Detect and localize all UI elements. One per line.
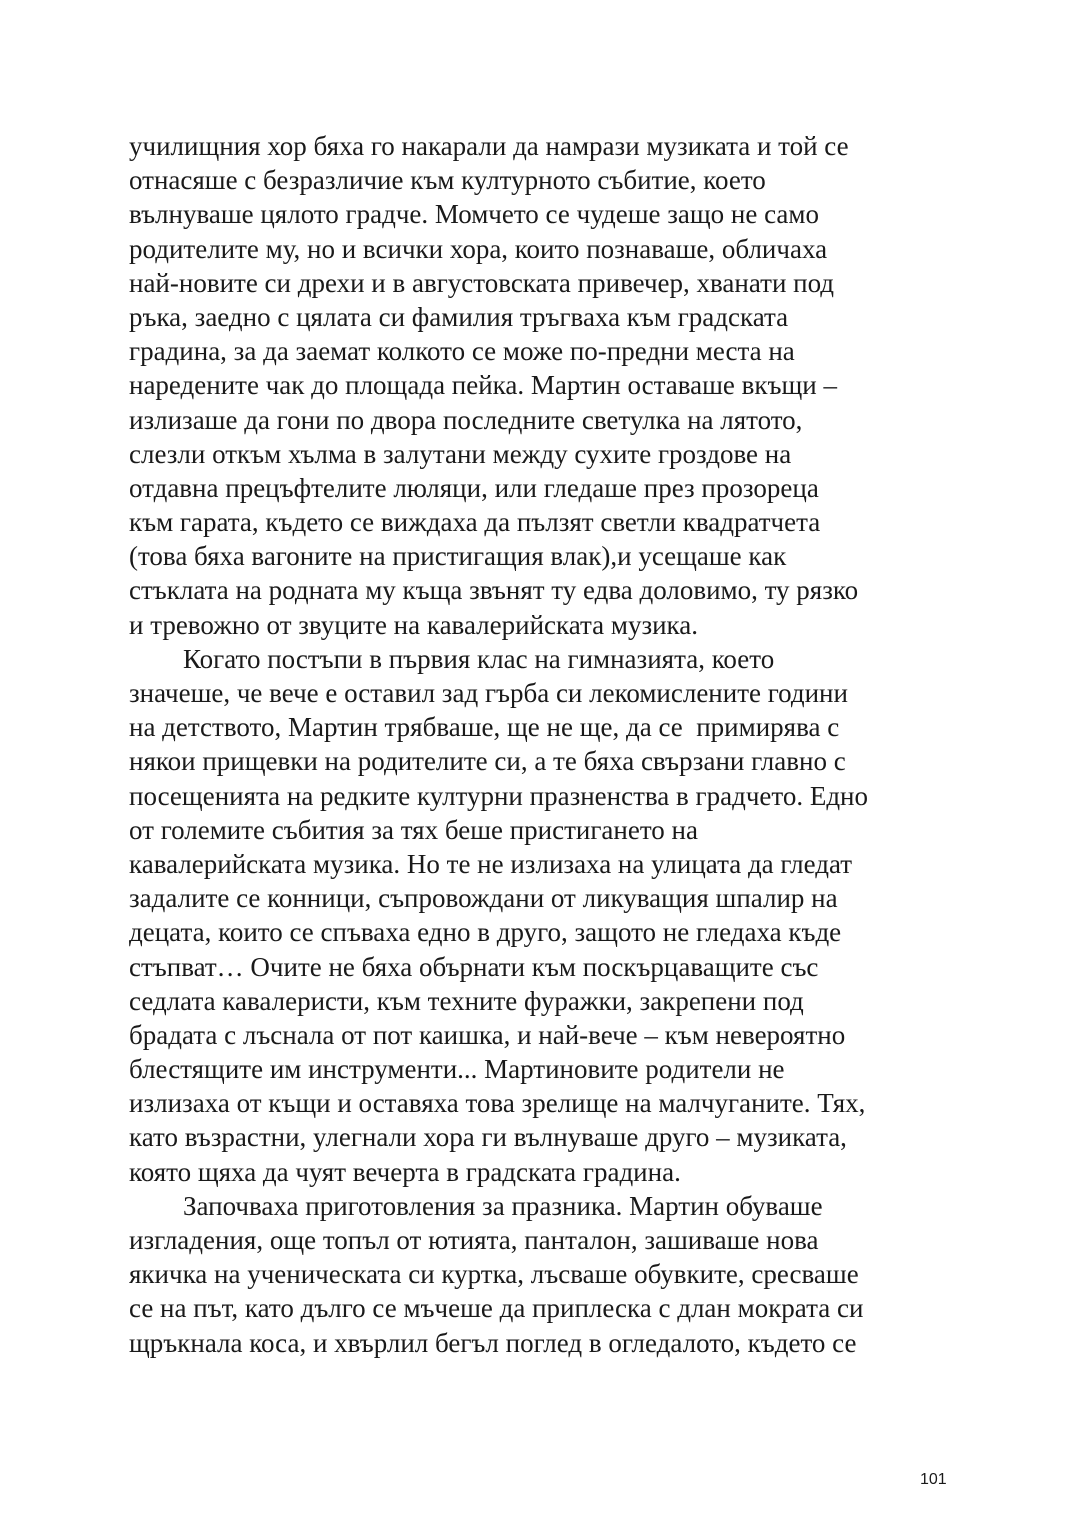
text-line: на детството, Мартин трябваше, ще не ще, да се примирява с [129,712,840,743]
text-line: слезли откъм хълма в залутани между сухите гроздове на [129,438,792,469]
text-line: вълнуваше цялото градче. Момчето се чудеше защо не само [129,199,819,230]
text-line: Когато постъпи в първия клас на гимназията, което [129,643,775,674]
text-line: която щяха да чуят вечерта в градската градина. [129,1156,681,1187]
text-line: ръка, заедно с цялата си фамилия тръгваха към градската [129,301,789,332]
text-line: излизаше да гони по двора последните светулка на лятото, [129,404,803,435]
text-line: посещенията на редките културни празненства в градчето. Едно [129,780,869,811]
text-line: седлата кавалеристи, към техните фуражки, закрепени под [129,985,804,1016]
text-line: от големите събития за тях беше пристигането на [129,814,698,845]
text-line: наредените чак до площада пейка. Мартин оставаше вкъщи – [129,370,837,401]
text-line: задалите се конници, съпровождани от ликуващия шпалир на [129,883,838,914]
text-line: отнасяше с безразличие към културното събитие, което [129,165,766,196]
text-line: към гарата, където се виждаха да пълзят светли квадратчета [129,507,821,538]
text-line: излизаха от къщи и оставяха това зрелище на малчуганите. Тях, [129,1088,866,1119]
text-line: се на път, като дълго се мъчеше да приплеска с длан мократа си [129,1293,864,1324]
text-line: блестящите им инструменти... Мартиновите родители не [129,1054,785,1085]
text-line: училищния хор бяха го накарали да намрази музиката и той се [129,131,849,161]
text-line: (това бяха вагоните на пристигащия влак),и усещаше как [129,541,787,572]
text-line: изгладения, още топъл от ютията, панталон, зашиваше нова [129,1225,819,1255]
text-line: значеше, че вече е оставил зад гърба си лекомислените години [129,678,848,708]
text-line: отдавна прецъфтелите люляци, или гледаше през прозореца [129,472,819,503]
text-line: като възрастни, улегнали хора ги вълнуваше друго – музиката, [129,1122,847,1153]
text-line: Започваха приготовления за празника. Мартин обуваше [129,1190,823,1221]
text-line: брадата с лъснала от пот каишка, и най-вече – към невероятно [129,1019,846,1050]
text-line: стъклата на родната му къща звънят ту едва доловимо, ту рязко [129,575,859,606]
text-line: щръкнала коса, и хвърлил бегъл поглед в огледалото, където се [129,1327,857,1358]
text-line: стъпват… Очите не бяха обърнати към поскърцаващите със [129,951,819,982]
text-line: най-новите си дрехи и в августовската привечер, хванати под [129,267,835,298]
text-line: и тревожно от звуците на кавалерийската музика. [129,609,699,640]
text-line: градина, за да заемат колкото се може по-предни места на [129,336,795,367]
page-number: 101 [920,1471,947,1488]
text-line: децата, които се спъваха едно в друго, защото не гледаха къде [129,917,842,948]
body-text [129,129,959,1360]
text-line: някои прищевки на родителите си, а те бяха свързани главно с [129,746,846,777]
text-line: родителите му, но и всички хора, които познаваше, обличаха [129,233,828,264]
text-line: кавалерийската музика. Но те не излизаха на улицата да гледат [129,848,853,879]
text-line: якичка на ученическата си куртка, лъсваше обувките, сресваше [129,1259,859,1290]
